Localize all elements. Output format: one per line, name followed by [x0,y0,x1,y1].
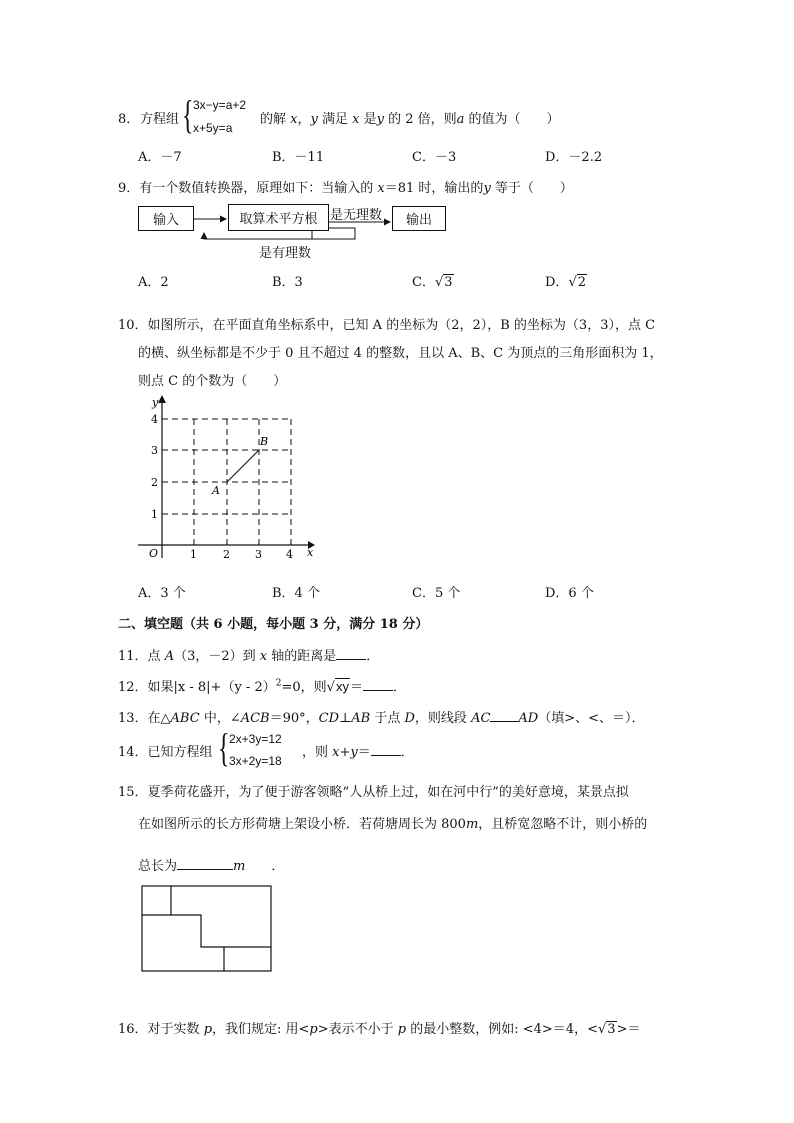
answer-blank[interactable] [177,857,233,870]
q8-tail-3: 是 [359,112,377,127]
q13-segment-cd: CD [318,711,340,726]
q12-text-2: =0，则 [281,680,327,695]
flow-input-label: 输入 [152,212,179,227]
q8-tail-1: 的解 [260,112,291,127]
q14-sum: x+y [332,745,358,760]
q8-number: 8． [118,112,140,127]
q9-option-d-label: D． [545,275,569,290]
q13-text-3: ＝90°， [269,711,319,726]
q15-line3 [138,855,284,874]
q10-option-d: D．6 个 [545,586,594,601]
section2-title: 二、填空题（共 6 小题，每小题 3 分，满分 18 分） [118,617,429,632]
q16-text-3: >表示不小于 [317,1022,398,1037]
q13-angle: ACB [240,711,270,726]
answer-blank[interactable] [336,647,366,660]
q8-option-d: D．－2.2 [545,150,603,165]
q13-triangle: ABC [170,711,200,726]
q13-segment-ab: AB [351,711,371,726]
y-tick-3: 3 [151,444,158,457]
q13-segment-ad: AD [518,711,539,726]
q16-var-p2: p [309,1022,318,1037]
q15-line3-text-2: ． [271,859,285,874]
q12-exponent: 2 [275,678,282,689]
q15-line3-text-1: 总长为 [138,859,178,874]
pond-bridge-figure [140,884,274,974]
q11-text-1: 11．点 [118,649,165,664]
q12-radicand: xy [335,679,349,694]
q13-point-d: D [404,711,415,726]
q8-tail-2: 满足 [317,112,353,127]
bridge-path-middle [171,915,271,947]
q12-text-1: 12．如果|x - 8|+（y - 2） [118,680,276,695]
q14-eq1: 2x+3y=12 [229,732,282,746]
q9-option-d-radicand: 2 [577,275,587,290]
q15-line2-text-2: ，且桥宽忽略不计，则小桥的 [478,817,648,832]
q16 [118,1018,640,1037]
q15-line1: 15．夏季荷花盛开，为了便于游客领略“人从桥上过，如在河中行”的美好意境，某景点拟 [118,785,629,800]
q8-eq1: 3x−y=a+2 [193,98,247,112]
q10-option-a: A．3 个 [138,586,186,601]
y-tick-1: 1 [151,508,158,521]
q12-text-3: ＝ [349,680,363,695]
point-b-label: B [260,435,269,448]
grid-lines [162,419,291,545]
q9-option-c [412,271,454,290]
q13-text-4: ⊥ [339,711,352,726]
y-axis-arrow [158,395,166,403]
pond-rectangle [142,886,271,971]
x-tick-1: 1 [190,548,197,561]
q16-var-p: p [203,1022,213,1037]
x-tick-2: 2 [223,548,230,561]
q10-line2: 的横、纵坐标都是不少于 0 且不超过 4 的整数，且以 A、B、C 为顶点的三角形面积为 1， [138,346,663,361]
q8-comma: ， [297,112,311,127]
q16-var-p3: p [397,1022,407,1037]
q10-line3: 则点 C 的个数为（ ） [138,374,287,389]
flow-rational-label: 是有理数 [259,245,312,260]
q9-option-d [545,271,587,290]
q9-option-c-label: C． [412,275,435,290]
q16-text-2: ，我们规定: 用< [212,1022,310,1037]
q8-var-y2: y [376,112,384,127]
q16-text-1: 16．对于实数 [118,1022,204,1037]
q13-text-2: 中，∠ [199,711,241,726]
q8-tail-5: 的值为（ ） [464,112,560,127]
segment-ab [227,450,259,482]
sqrt-symbol: √3 [597,1022,616,1037]
q9-option-a: A．2 [138,275,169,290]
q16-radicand: 3 [607,1022,616,1037]
q15-line2-text-1: 在如图所示的长方形荷塘上架设小桥．若荷塘周长为 800 [138,817,466,832]
q10-line1: 10．如图所示，在平面直角坐标系中，已知 A 的坐标为（2，2），B 的坐标为（3，3），点 C [118,318,656,333]
x-tick-4: 4 [286,548,293,561]
q13-segment-ac: AC [471,711,491,726]
q14-lead: 14．已知方程组 [118,745,213,760]
q11-var-x: x [259,649,268,664]
q8-option-c: C．－3 [412,150,457,165]
q8-lead: 方程组 [140,112,180,127]
sqrt-symbol: √3 [434,275,453,290]
q9-text-3: 等于（ ） [490,181,573,196]
flow-irrational-label: 是无理数 [330,207,383,222]
q8-brace: { [182,92,194,137]
q14-text-2: ＝ [357,745,371,760]
answer-blank[interactable] [363,678,393,691]
q14-tail [302,741,414,760]
q8-option-b: B．－11 [272,150,325,165]
q8-var-a: a [456,112,465,127]
coordinate-grid-figure [130,393,320,565]
q9-var-y: y [483,181,491,196]
x-axis-label: x [307,546,314,559]
y-tick-2: 2 [151,476,158,489]
q8-eq2: x+5y=a [193,121,233,135]
q11-point-a: A [164,649,175,664]
y-tick-4: 4 [151,413,158,426]
q15-unit-m: m [465,817,479,832]
flow-output-label: 输出 [405,212,432,227]
bridge-path [142,886,171,915]
q13-text-7: （填>、<、＝）． [538,711,645,726]
q14-text-3: ． [400,745,414,760]
q8-var-y: y [310,112,318,127]
q11 [118,645,379,664]
q13-text-5: 于点 [370,711,405,726]
point-a-label: A [212,484,220,497]
q11-text-2: （3，－2）到 [174,649,260,664]
q16-text-4: 的最小整数，例如: <4>＝4，< [406,1022,598,1037]
q9-text-2: ＝81 时，输出的 [384,181,484,196]
q8-var-x: x [290,112,298,127]
origin-label: O [149,547,159,560]
q12-text-4: ． [392,680,406,695]
q13 [118,707,645,726]
q9-option-b: B．3 [272,275,303,290]
q9-var-x: x [377,181,385,196]
q9-text-1: 9．有一个数值转换器，原理如下：当输入的 [118,181,378,196]
q10-option-c: C．5 个 [412,586,461,601]
answer-blank[interactable] [371,743,401,756]
q10-option-b: B．4 个 [272,586,320,601]
y-axis-label: y [152,396,159,409]
q8-option-a: A．－7 [138,150,182,165]
x-tick-3: 3 [255,548,262,561]
q13-text-1: 13．在△ [118,711,171,726]
sqrt-symbol: √2 [568,275,587,290]
q16-text-5: >＝ [616,1022,641,1037]
q8-tail-4: 的 2 倍，则 [383,112,457,127]
sqrt-symbol: √xy [326,679,349,695]
q14-text-1: ，则 [302,745,333,760]
q15-unit-m2: m [233,859,246,874]
flow-process-label: 取算术平方根 [239,211,318,226]
q14-eq2: 3x+2y=18 [229,754,282,768]
q12 [118,676,406,695]
q9-option-c-radicand: 3 [444,275,453,290]
q11-text-3: 轴的距离是 [267,649,337,664]
q14-brace: { [218,725,230,770]
q13-text-6: ，则线段 [414,711,472,726]
flow-arrows [0,0,794,300]
q11-text-4: ． [366,649,380,664]
q8-var-x2: x [352,112,360,127]
answer-blank[interactable] [490,709,518,722]
q15-line2 [138,813,647,832]
